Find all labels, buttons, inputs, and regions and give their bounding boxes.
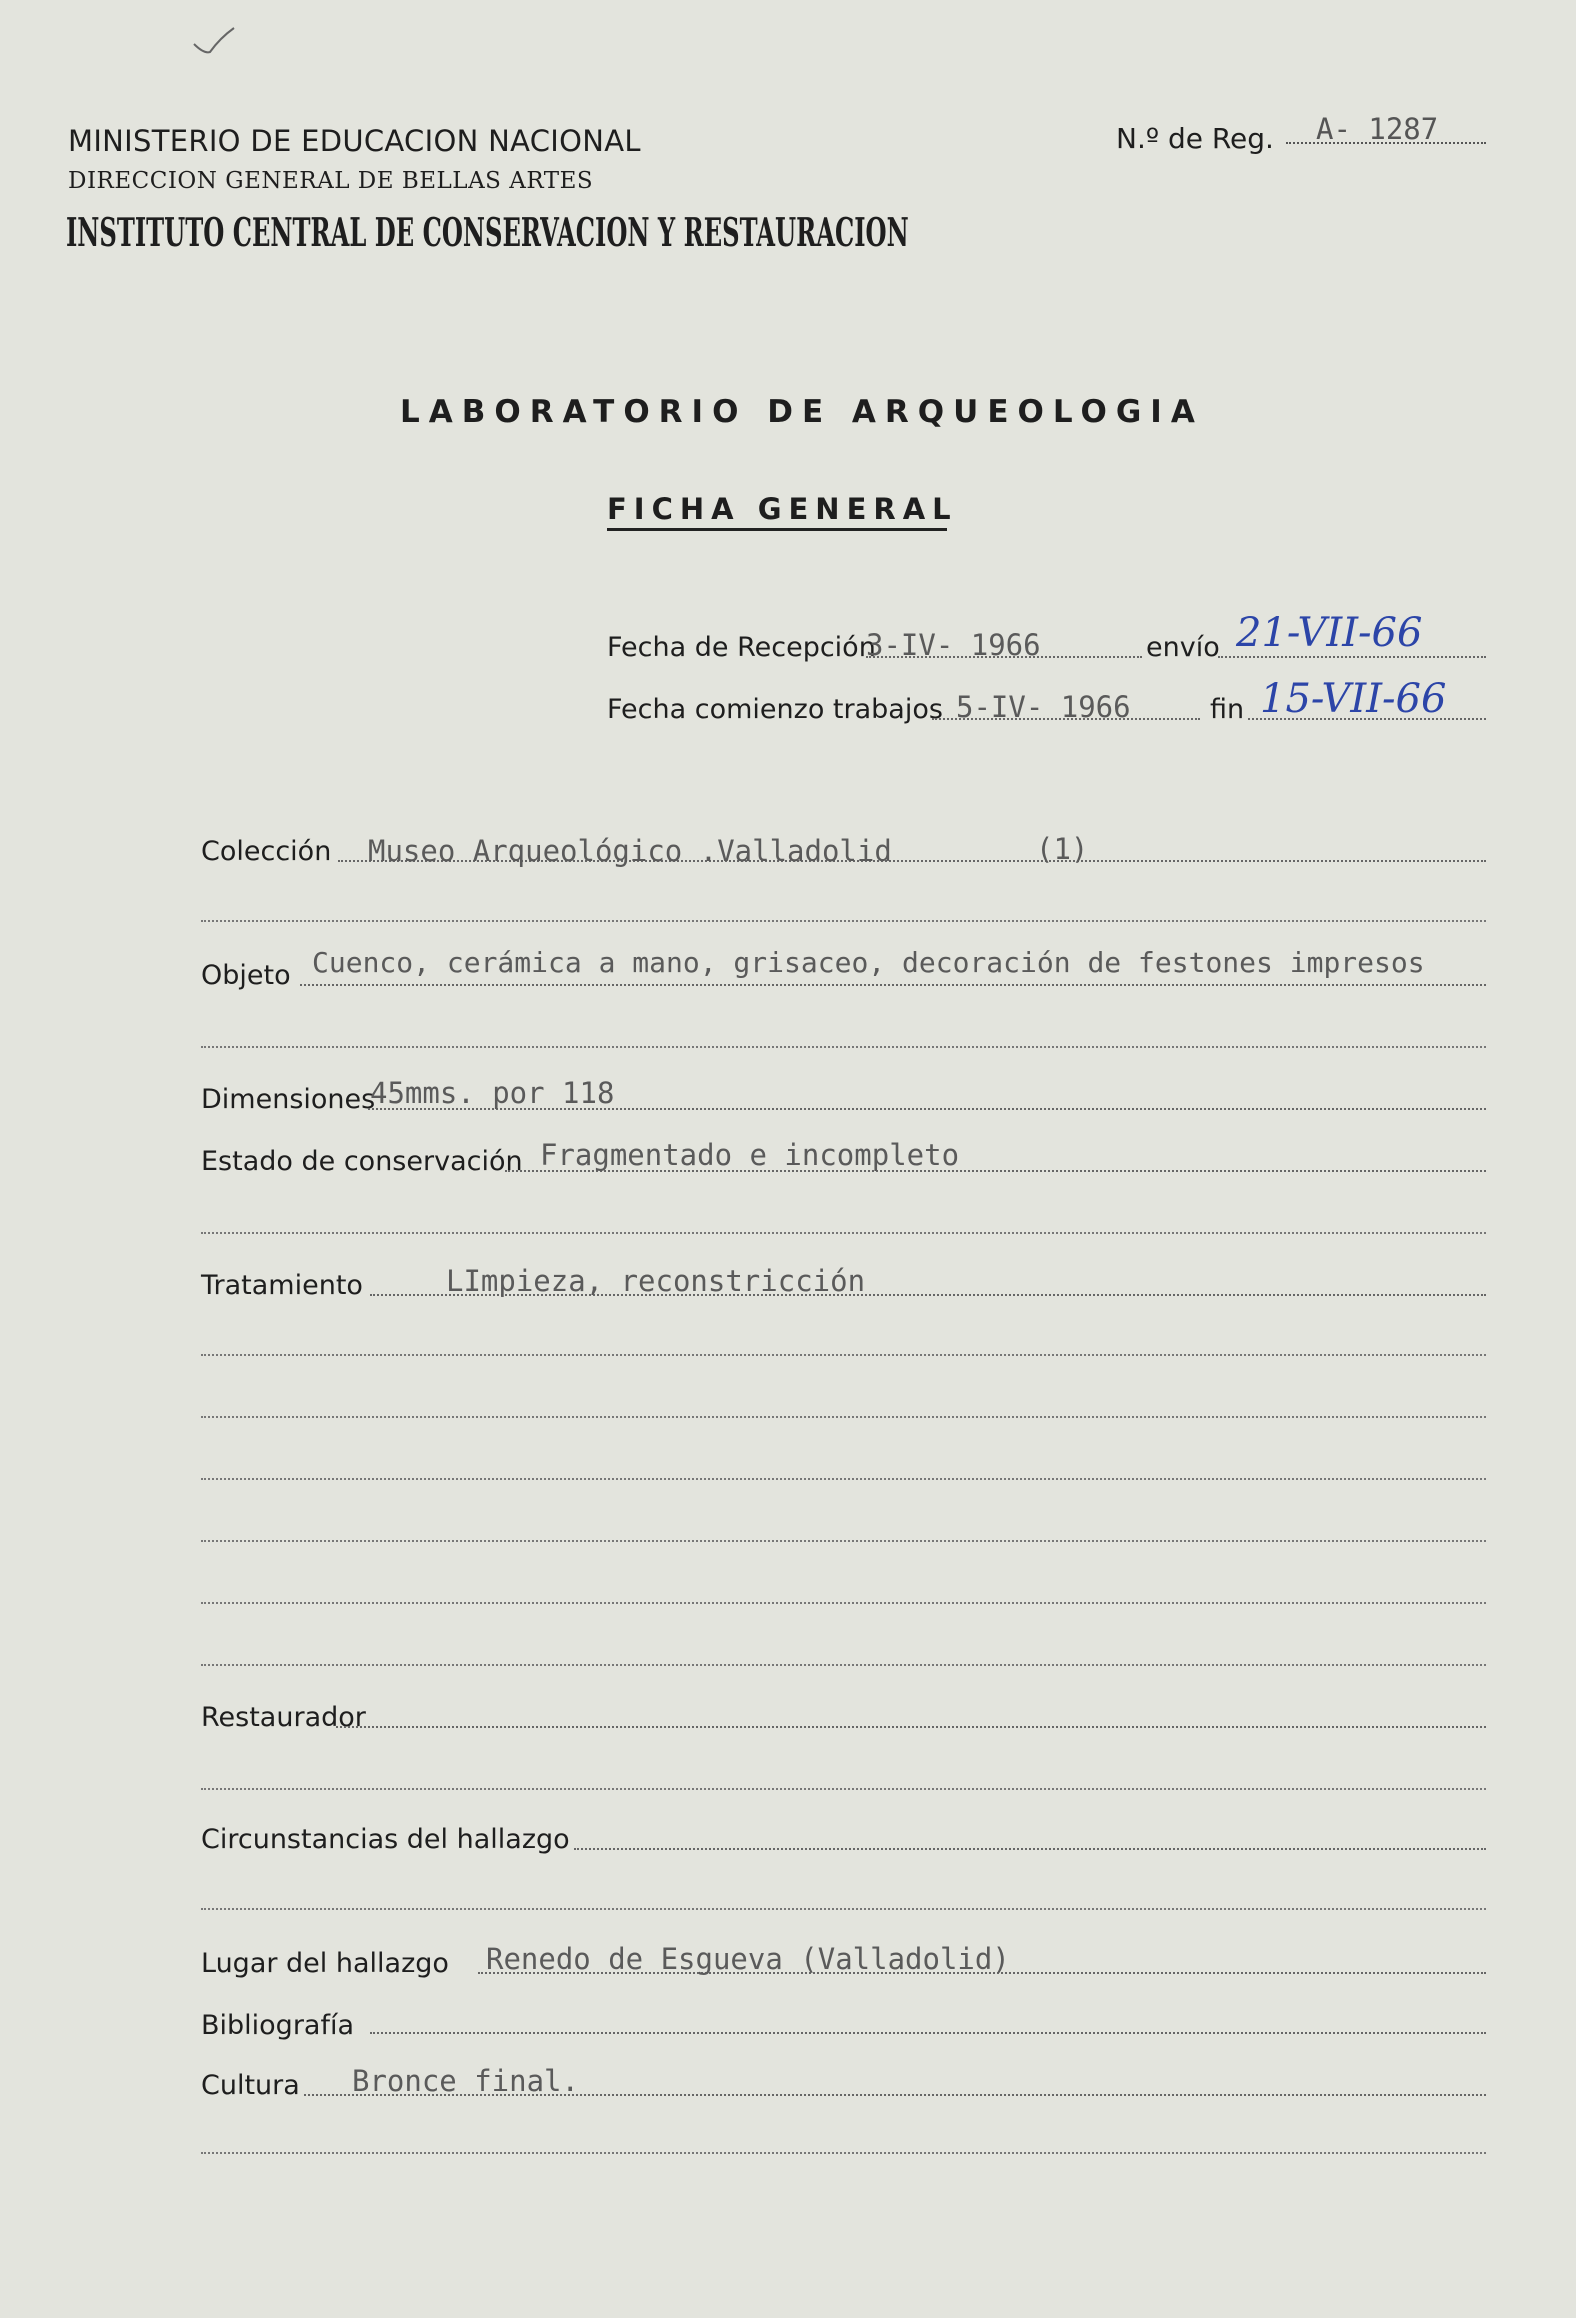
blank-line [201,1478,1486,1480]
blank-line [201,1602,1486,1604]
form-subtitle: FICHA GENERAL [607,492,958,526]
object-value: Cuenco, cerámica a mano, grisaceo, decoración de festones impresos [312,946,1425,979]
blank-line [201,920,1486,922]
place-label: Lugar del hallazgo [201,1948,449,1979]
subtitle-underline [607,528,947,531]
blank-line [201,1354,1486,1356]
collection-note: (1) [1036,832,1089,866]
bibliography-label: Bibliografía [201,2010,355,2041]
restorer-label: Restaurador [201,1702,366,1733]
treatment-value: LImpieza, reconstricción [446,1264,866,1298]
blank-line [201,1788,1486,1790]
ministry-header: MINISTERIO DE EDUCACION NACIONAL [68,124,641,158]
institute-header: INSTITUTO CENTRAL DE CONSERVACION Y RESTAURACION [66,210,909,256]
shipping-date-label: envío [1146,632,1220,663]
object-line [300,984,1486,986]
conservation-label: Estado de conservación [201,1146,523,1177]
reception-date-value: 3-IV- 1966 [866,628,1041,662]
pencil-tick-mark [190,24,236,60]
object-label: Objeto [201,960,291,991]
blank-line [201,1232,1486,1234]
place-value: Renedo de Esgueva (Valladolid) [486,1942,1010,1976]
shipping-date-value: 21-VII-66 [1236,610,1423,656]
blank-line [201,1046,1486,1048]
reception-date-label: Fecha de Recepción [607,632,876,663]
conservation-value: Fragmentado e incompleto [540,1138,960,1172]
circumstances-line [574,1848,1486,1850]
blank-line [201,1908,1486,1910]
shipping-date-line [1218,656,1486,658]
treatment-label: Tratamiento [201,1270,363,1301]
bibliography-line [370,2032,1486,2034]
culture-value: Bronce final. [352,2064,579,2098]
blank-line [201,1540,1486,1542]
circumstances-label: Circunstancias del hallazgo [201,1824,570,1855]
page-title: LABORATORIO DE ARQUEOLOGIA [400,394,1204,430]
restorer-line [336,1726,1486,1728]
direction-header: DIRECCION GENERAL DE BELLAS ARTES [68,168,594,194]
blank-line [201,1664,1486,1666]
dimensions-value: 45mms. por 118 [370,1076,615,1110]
registration-label: N.º de Reg. [1116,122,1274,155]
end-date-value: 15-VII-66 [1260,676,1447,722]
collection-label: Colección [201,836,332,867]
blank-line [201,1416,1486,1418]
start-date-value: 5-IV- 1966 [956,690,1131,724]
end-date-label: fin [1210,694,1245,725]
blank-line [201,2152,1486,2154]
start-date-label: Fecha comienzo trabajos [607,694,943,725]
registration-value: A- 1287 [1316,112,1439,146]
collection-value: Museo Arqueológico .Valladolid [368,834,892,868]
dimensions-label: Dimensiones [201,1084,376,1115]
culture-label: Cultura [201,2070,300,2101]
